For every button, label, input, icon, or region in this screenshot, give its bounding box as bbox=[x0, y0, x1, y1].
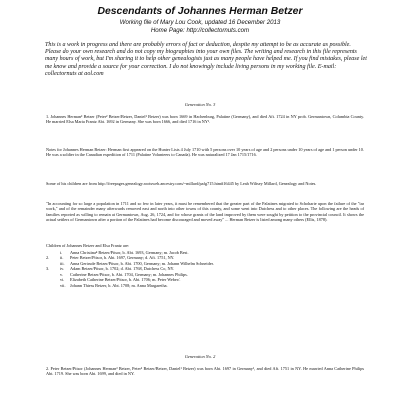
intro-disclaimer: This is a work in progress and there are probably errors of fact or deduction, despite my attempt to be as accurate as possible. Please do your own research and do not copy my biographies into your own files. The writing and research in this file represents many hours of work, but I'm sharing it to help other genealogists just as many people have helped me. If you find mistakes, please let me know and provide a source for your correction. I do not knowingly include living persons in my working file. E-mail: collectornuts at aol.com bbox=[45, 42, 367, 77]
notes-paragraph: Notes for Johannes Herman Betzer: Herman first appeared on the Hunter Lists 4 July 1710 with 5 persons over 10 years of age and 2 persons under 10 years of age and 1 person under 10. He was a soldier in the Canadian expedition of 1711 (Palatine Volunteers to Canada). He was naturalized 17 Jan 1715/1716. bbox=[46, 147, 364, 158]
child-roman: vii. bbox=[60, 282, 66, 288]
child-text: Catherine Betzer/Pitsor, b. Abt. 1704, Germany; m. Johannes Philips. bbox=[70, 271, 188, 277]
document-subtitle: Working file of Mary Lou Cook, updated 16 December 2013 bbox=[119, 19, 281, 26]
child-roman: vi. bbox=[60, 277, 65, 283]
child-text: Anna Gertrude Betzer/Pitsor, b. Abt. 1700, Germany; m. Johann Wilhelm Schneider. bbox=[70, 260, 214, 266]
child-roman: v. bbox=[60, 271, 63, 277]
generation-3-heading: Generation No. 3 bbox=[184, 102, 216, 107]
children-list bbox=[46, 250, 364, 288]
child-roman: i. bbox=[60, 250, 63, 255]
child-number: 2. bbox=[46, 255, 50, 261]
source-paragraph: Some of his children are from http://freepages.genealogy.rootsweb.ancestry.com/~millard/pafg715.htm#16445 by Leah Wiltsey Millard, Genealogy and Notes. bbox=[46, 181, 317, 186]
quote-paragraph: "In accounting for so large a population in 1711 and so few in later years, it must be remembered that the greater part of the Palatines migrated to Schoharie upon the failure of the "tar work," and of the remainder many afterwards removed east and north into other towns of this county, and some went into Dutchess and to other places. The following are the heads of families reported as willing to remain at Germantown, Aug. 26, 1724, and for whose grants of the land improved by them were sought by petition to the provincial council. It shows the actual settlers of Germantown after a portion of the Palatines had become discouraged and moved away" ... Herman Betzer is listed among many others (Ellis, 1878). bbox=[46, 201, 364, 222]
list-item bbox=[46, 283, 364, 288]
home-page-link[interactable]: Home Page: http://collectornuts.com bbox=[150, 27, 250, 34]
child-roman: iii. bbox=[60, 260, 65, 266]
child-number: 3. bbox=[46, 266, 50, 272]
child-text: Adam Betzer/Pitsor, b. 1702; d. Abt. 1768, Dutchess Co, NY. bbox=[70, 266, 175, 272]
child-text: Elizabeth Catherine Betzer/Pitsor, b. Abt. 1706; m. Peter Weber/. bbox=[70, 277, 181, 283]
child-roman: ii. bbox=[60, 255, 64, 261]
generation-2-heading: Generation No. 2 bbox=[184, 354, 216, 359]
child-text: Peter Betzer/Pitsor, b. Abt. 1697, Germany; d. Aft. 1751, NY. bbox=[70, 255, 175, 261]
person-entry-peter: 2. Peter Betzer/Pitsor (Johannes Herman³ Betzer, Peter² Betzer/Betzer, Daniel¹ Betzer) was born Abt. 1697 in Germany¹, and died Aft. 1751 in NY. He married Anna Catherine Philips Abt. 1719. She was born Abt. 1699, and died in NY. bbox=[46, 366, 364, 377]
children-label: Children of Johannes Betzer and Elsa Frantz are: bbox=[46, 243, 130, 248]
child-text: Johann Thiess Betzer, b. Abt. 1708; m. Anna Margaretha. bbox=[70, 282, 168, 288]
document-title: Descendants of Johannes Herman Betzer bbox=[97, 6, 303, 17]
person-entry-johannes: 1. Johannes Herman³ Betzer (Peter² Betzer/Betzer, Daniel¹ Betzer) was born 1669 in Hachenburg, Palatine (Germany), and died Aft. 1724 in NY prob. Germantown, Columbia County. He married Elsa Maria Frantz Abt. 1692 in Germany. She was born 1666, and died 1716 in NY¹. bbox=[46, 114, 364, 125]
child-roman: iv. bbox=[60, 266, 65, 272]
child-text: Anna Christina⁴ Betzer/Pitsor, b. Abt. 1693, Germany; m. Jacob Best. bbox=[70, 250, 189, 255]
